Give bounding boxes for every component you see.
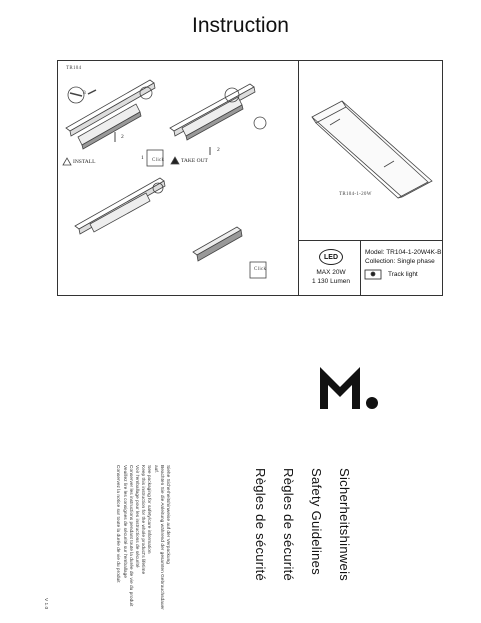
heading-regles-2: Règles de sécurité xyxy=(253,468,268,582)
brand-logo xyxy=(318,363,378,413)
heading-regles-1: Règles de sécurité xyxy=(281,468,296,582)
guideline-line: Conservez la notice sur toute la durée de vie du produit xyxy=(115,465,121,583)
click-label-2: Click xyxy=(254,267,267,272)
click-label-1: Click xyxy=(152,158,165,163)
guideline-lines xyxy=(114,465,170,615)
step-number-2: 2 xyxy=(121,134,124,140)
guideline-line: Veuillez lire les consignes de sécurité sur l'emballage xyxy=(121,465,127,578)
step-number-3: 3 xyxy=(83,90,86,96)
spec-lumen: 1 130 Lumen xyxy=(312,278,350,285)
install-label: INSTALL xyxy=(73,159,96,165)
page-title: Instruction xyxy=(192,14,289,37)
spec-type: Track light xyxy=(388,271,418,278)
guideline-line: Voir l'emballage pour les instructions de sécurité xyxy=(133,465,139,568)
guideline-line: Siehe Sicherheitshinweise auf der Verpackung xyxy=(165,465,170,564)
guideline-line: See packaging for safety/care information xyxy=(146,465,152,554)
spec-collection: Collection: Single phase xyxy=(365,258,435,265)
heading-sicherheitshinweis: Sicherheitshinweis xyxy=(337,468,352,582)
product-code-label: TR104-1-20W xyxy=(339,192,372,197)
guideline-line: Conserver les instructions pendant toute la durée de vie du produit xyxy=(127,465,133,607)
guideline-line: Keep this instruction for the whole product's lifetime xyxy=(140,465,146,575)
guideline-line: auf. xyxy=(152,465,158,474)
guideline-line: Beachten Sie die Anleitung während der gesamten Gebrauchsdauer xyxy=(158,465,164,610)
spec-power: MAX 20W xyxy=(316,269,346,276)
diagram-code-label: TR104 xyxy=(66,66,82,71)
spec-model: Model: TR104-1-20W4K-B xyxy=(365,249,442,256)
takeout-label: TAKE OUT xyxy=(181,158,208,164)
version-label: V 1.0 xyxy=(43,598,48,610)
step-number-2b: 2 xyxy=(217,147,220,153)
step-number-1: 1 xyxy=(141,155,144,161)
led-badge: LED xyxy=(319,249,343,265)
heading-safety-guidelines: Safety Guidelines xyxy=(309,468,324,575)
